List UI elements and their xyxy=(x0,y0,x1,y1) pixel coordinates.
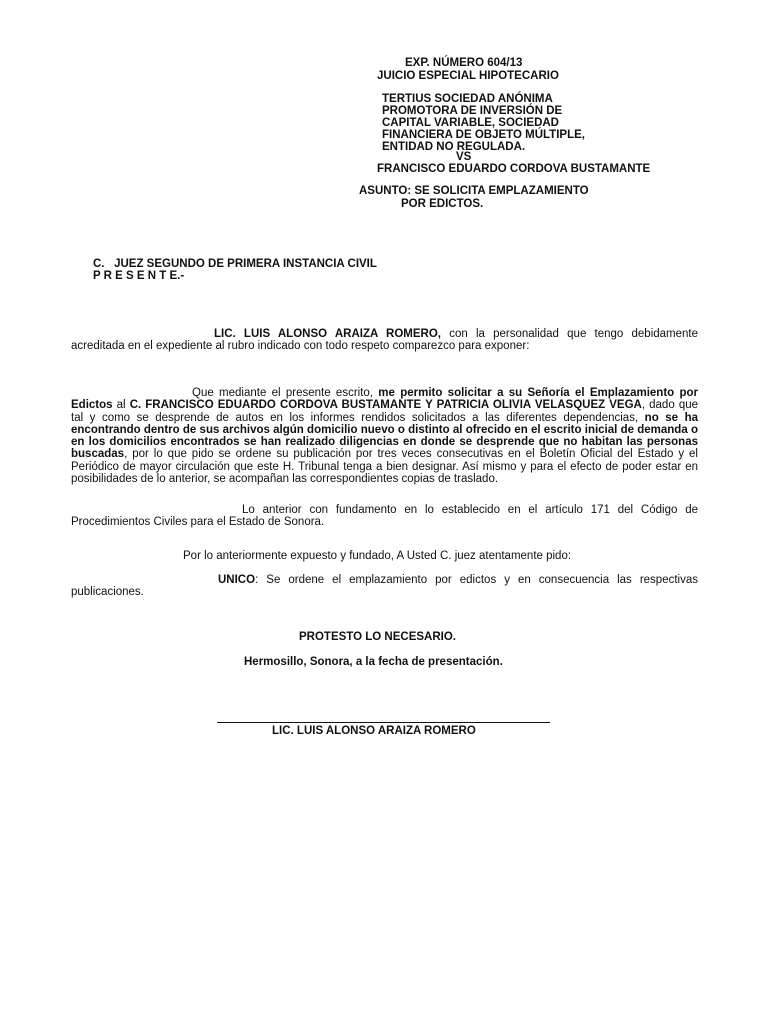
subject-line-2: POR EDICTOS. xyxy=(401,198,484,210)
signature-name: LIC. LUIS ALONSO ARAIZA ROMERO xyxy=(272,725,476,737)
protest-line: PROTESTO LO NECESARIO. xyxy=(299,631,456,643)
petition-text-3: , dado que tal y como se desprende de autos en los informes rendidos solicitados a las diferentes dependencias, xyxy=(71,399,699,424)
petition-request: me permito solicitar a su Señoría el Emplazamiento por Edictos xyxy=(71,387,699,412)
unico-text: : Se ordene el emplazamiento por edictos y en consecuencia las respectivas publicaciones. xyxy=(71,574,698,599)
addressee-present: P R E S E N T E.- xyxy=(93,270,185,282)
addressee-judge: C. JUEZ SEGUNDO DE PRIMERA INSTANCIA CIVIL xyxy=(93,258,377,270)
signature-line xyxy=(217,722,550,723)
plaintiff-line-4: FINANCIERA DE OBJETO MÚLTIPLE, xyxy=(382,129,585,141)
petition-text-1: Que mediante el presente escrito, xyxy=(192,387,379,399)
defendant-name: FRANCISCO EDUARDO CORDOVA BUSTAMANTE xyxy=(377,163,651,175)
petition-finding: no se ha encontrando dentro de sus archivos algún domicilio nuevo o distinto al ofrecido en el escrito inicial de demanda o en los domicilios encontrados se han realizado diligencias en donde se desprende que no habitan las personas buscadas xyxy=(71,411,698,461)
versus-label: VS xyxy=(456,151,472,163)
trial-type: JUICIO ESPECIAL HIPOTECARIO xyxy=(377,70,559,82)
petition-persons: C. FRANCISCO EDUARDO CORDOVA BUSTAMANTE Y PATRICIA OLIVIA VELASQUEZ VEGA xyxy=(129,399,642,412)
petition-paragraph xyxy=(71,387,698,485)
intro-text: con la personalidad que tengo debidamente acreditada en el expediente al rubro indicado con todo respeto comparezco para exponer: xyxy=(71,328,699,353)
petition-text-4: , por lo que pido se ordene su publicación por tres veces consecutivas en el Boletín Oficial del Estado y el Periódico de mayor circulación que este H. Tribunal tenga a bien designar. Así mismo y para el efecto de poder estar en posibilidades de lo anterior, se acompañan las correspondientes copias de traslado. xyxy=(71,448,698,486)
attorney-name: LIC. LUIS ALONSO ARAIZA ROMERO, xyxy=(214,328,442,340)
foundation-paragraph: Lo anterior con fundamento en lo establecido en el artículo 171 del Código de Procedimientos Civiles para el Estado de Sonora. xyxy=(71,504,698,529)
plaintiff-line-1: TERTIUS SOCIEDAD ANÓNIMA xyxy=(382,93,553,105)
intro-paragraph xyxy=(71,328,698,353)
unico-label: UNICO xyxy=(218,574,256,586)
place-date-line: Hermosillo, Sonora, a la fecha de presentación. xyxy=(244,656,503,668)
request-intro: Por lo anteriormente expuesto y fundado, A Usted C. juez atentamente pido: xyxy=(183,550,572,562)
petition-text-2: al xyxy=(112,399,130,412)
unico-paragraph xyxy=(71,574,698,599)
expediente-number: EXP. NÚMERO 604/13 xyxy=(405,57,523,69)
plaintiff-line-3: CAPITAL VARIABLE, SOCIEDAD xyxy=(382,117,559,129)
plaintiff-line-2: PROMOTORA DE INVERSIÓN DE xyxy=(382,105,563,117)
plaintiff-line-5: ENTIDAD NO REGULADA. xyxy=(382,141,526,153)
subject-line-1: ASUNTO: SE SOLICITA EMPLAZAMIENTO xyxy=(359,185,589,197)
